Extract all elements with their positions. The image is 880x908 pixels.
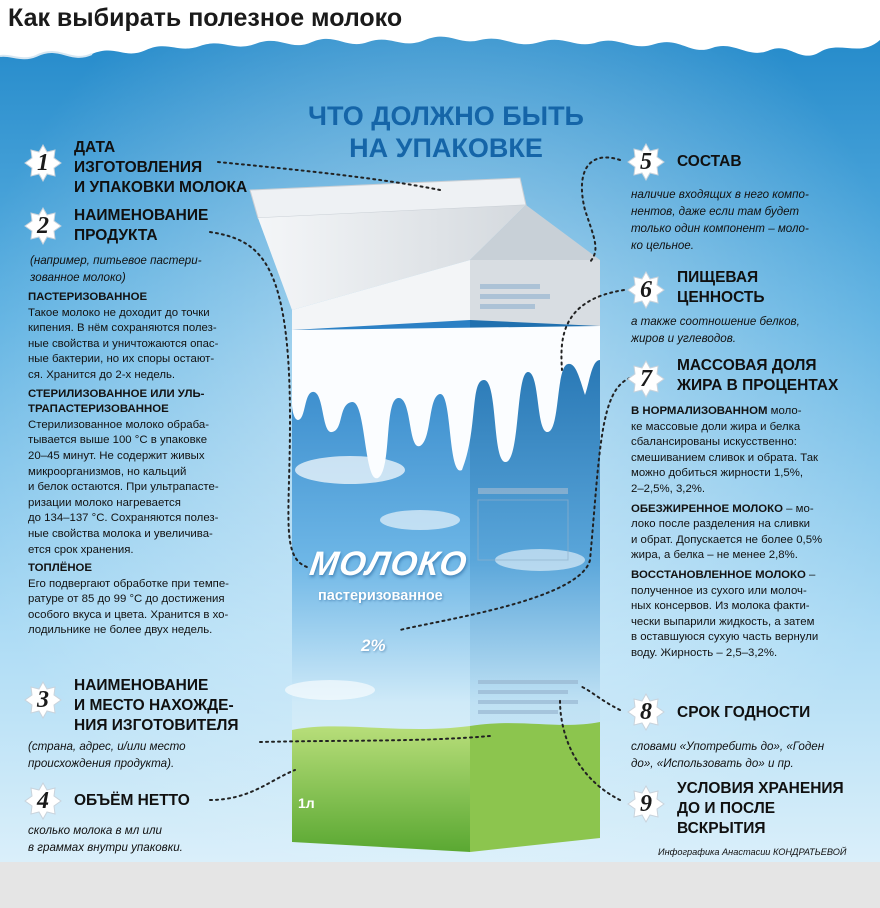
item-7-heading (677, 356, 838, 396)
section-title: ТОПЛЁНОЕ (28, 562, 93, 575)
section-line: Стерилизованное молоко обраба- (28, 418, 210, 431)
carton-fat: 2% (361, 636, 386, 655)
heading-line: ВСКРЫТИЯ (677, 820, 766, 837)
number-badge-9 (627, 785, 665, 823)
item-7-sections (631, 404, 822, 662)
heading-line: ЖИРА В ПРОЦЕНТАХ (677, 377, 839, 394)
section-line: в оставшуюся сухую часть вернули (631, 631, 819, 644)
number-badge-7 (627, 360, 665, 398)
item-2-heading (74, 206, 208, 246)
section-line: моло- (767, 405, 802, 417)
credit-line: Инфографика Анастасии КОНДРАТЬЕВОЙ (658, 847, 847, 857)
section-line: и белок остаются. При ультрапасте- (28, 481, 219, 494)
section-lead: В НОРМАЛИЗОВАННОМ (631, 405, 768, 417)
section-line: ратуре от 85 до 99 °C до достижения (28, 593, 225, 606)
carton-volume: 1л (298, 795, 315, 811)
number-badge-2 (24, 207, 62, 245)
item-2-sections (28, 290, 229, 639)
section-line: ризации молоко нагревается (28, 496, 181, 509)
note-line: сколько молока в мл или (28, 824, 162, 837)
section-line: полученное из сухого или молоч- (631, 584, 807, 597)
number-badge-4 (24, 782, 62, 820)
item-8-note (631, 738, 824, 772)
item-4-heading (74, 791, 190, 811)
heading-line: УСЛОВИЯ ХРАНЕНИЯ (677, 780, 844, 797)
heading-line: НАИМЕНОВАНИЕ (74, 677, 209, 694)
section-lead: ОБЕЗЖИРЕННОЕ МОЛОКО (631, 502, 783, 515)
heading-line: СОСТАВ (677, 153, 742, 170)
package-heading-line: НА УПАКОВКЕ (349, 133, 543, 163)
section-line: особого вкуса и цвета. Хранится в хо- (28, 608, 229, 621)
section-title: СТЕРИЛИЗОВАННОЕ ИЛИ УЛЬ- (28, 387, 205, 400)
section-line: 2–2,5%, 3,2%. (631, 482, 706, 495)
section-line: микроорганизмов, но кальций (28, 465, 187, 478)
heading-line: ИЗГОТОВЛЕНИЯ (74, 159, 203, 176)
section-line: смешиванием сливок и обрата. Так (631, 451, 819, 464)
note-line: ко цельное. (631, 239, 694, 252)
item-4-note (28, 822, 183, 856)
heading-line: ОБЪЁМ НЕТТО (74, 792, 190, 809)
section-line: жира, а белка – не менее 2,8%. (631, 549, 798, 562)
section-line: Такое молоко не доходит до точки (28, 306, 210, 319)
number-badge-5 (627, 143, 665, 181)
section-line: можно добиться жирности 1,5%, (631, 467, 804, 480)
badge-number: 7 (640, 366, 652, 392)
heading-line: НАИМЕНОВАНИЕ (74, 207, 209, 224)
note-line: (например, питьевое пастери- (30, 254, 202, 267)
section-line: ке массовые доли жира и белка (631, 420, 801, 433)
item-9-heading (677, 779, 844, 839)
heading-line: ДАТА (74, 139, 116, 156)
carton-brand: МОЛОКО (307, 545, 470, 583)
section-line: – мо- (782, 502, 814, 515)
heading-line: ПИЩЕВАЯ (677, 269, 759, 286)
section-line: ные бактерии, но их споры остают- (28, 353, 215, 366)
note-line: жиров и углеводов. (631, 332, 737, 345)
page-title: Как выбирать полезное молоко (8, 4, 403, 32)
badge-number: 8 (640, 699, 652, 725)
number-badge-1 (24, 144, 62, 182)
section-line: ные свойства и уничтожаются опас- (28, 337, 219, 350)
badge-number: 2 (37, 213, 49, 239)
badge-number: 9 (640, 791, 652, 817)
badge-number: 3 (37, 687, 49, 713)
section-title: ТРАПАСТЕРИЗОВАННОЕ (28, 403, 169, 416)
item-1-heading (74, 138, 247, 198)
note-line: зованное молоко) (30, 271, 126, 284)
note-line: только один компонент – моло- (631, 222, 809, 235)
number-badge-6 (627, 271, 665, 309)
item-3-note (28, 738, 186, 772)
heading-line: ПРОДУКТА (74, 227, 158, 244)
heading-line: И МЕСТО НАХОЖДЕ- (74, 697, 234, 714)
note-line: словами «Употребить до», «Годен (631, 740, 825, 753)
item-8-heading (677, 703, 810, 723)
note-line: наличие входящих в него компо- (631, 188, 809, 201)
note-line: до», «Использовать до» и пр. (631, 757, 794, 770)
package-heading (296, 100, 596, 164)
number-badge-8 (627, 693, 665, 731)
bottom-strip (0, 862, 880, 908)
section-title: ПАСТЕРИЗОВАННОЕ (28, 291, 148, 303)
section-line: – (805, 568, 816, 581)
heading-line: МАССОВАЯ ДОЛЯ (677, 357, 817, 374)
item-6-heading (677, 268, 765, 308)
item-3-heading (74, 676, 239, 736)
note-line: а также соотношение белков, (631, 315, 800, 328)
section-line: ся. Хранится до 2-х недель. (28, 368, 176, 381)
section-line: тывается выше 100 °C в упаковке (28, 434, 208, 447)
number-badge-3 (24, 681, 62, 719)
badge-number: 4 (37, 788, 49, 814)
section-line: Его подвергают обработке при темпе- (28, 577, 229, 590)
item-6-note (631, 313, 800, 347)
carton-type: пастеризованное (318, 588, 443, 604)
note-line: (страна, адрес, и/или место (28, 740, 186, 753)
section-line: ется срок хранения. (28, 543, 134, 556)
section-line: до 134–137 °C. Сохраняются полез- (28, 512, 219, 525)
heading-line: ЦЕННОСТЬ (677, 289, 765, 306)
heading-line: НИЯ ИЗГОТОВИТЕЛЯ (74, 717, 239, 734)
section-line: локо после разделения на сливки (631, 518, 811, 531)
heading-line: И УПАКОВКИ МОЛОКА (74, 179, 248, 196)
item-5-note (631, 186, 809, 254)
heading-line: СРОК ГОДНОСТИ (677, 704, 811, 721)
package-heading-line: ЧТО ДОЛЖНО БЫТЬ (308, 101, 584, 131)
section-line: 20–45 минут. Не содержит живых (28, 449, 205, 462)
badge-number: 1 (37, 150, 49, 176)
section-lead: ВОССТАНОВЛЕННОЕ МОЛОКО (631, 568, 806, 581)
section-line: и обрат. Допускается не более 0,5% (631, 533, 823, 546)
section-line: сбалансированы искусственно: (631, 436, 797, 449)
section-line: ные свойства молока и увеличива- (28, 527, 213, 540)
section-line: воду. Жирность – 2,5–3,2%. (631, 646, 778, 659)
section-line: лодильнике не более двух недель. (28, 624, 213, 637)
item-5-heading (677, 152, 742, 172)
heading-line: ДО И ПОСЛЕ (677, 800, 776, 817)
note-line: происхождения продукта). (28, 757, 175, 770)
section-line: чески выпарили жидкость, а затем (631, 615, 815, 628)
section-line: кипения. В нём сохраняются полез- (28, 322, 217, 335)
note-line: в граммах внутри упаковки. (28, 841, 183, 854)
badge-number: 5 (640, 149, 652, 175)
badge-number: 6 (640, 277, 652, 303)
section-line: ных консервов. Из молока факти- (631, 600, 810, 613)
item-2-note (30, 252, 202, 286)
note-line: нентов, даже если там будет (631, 205, 800, 218)
